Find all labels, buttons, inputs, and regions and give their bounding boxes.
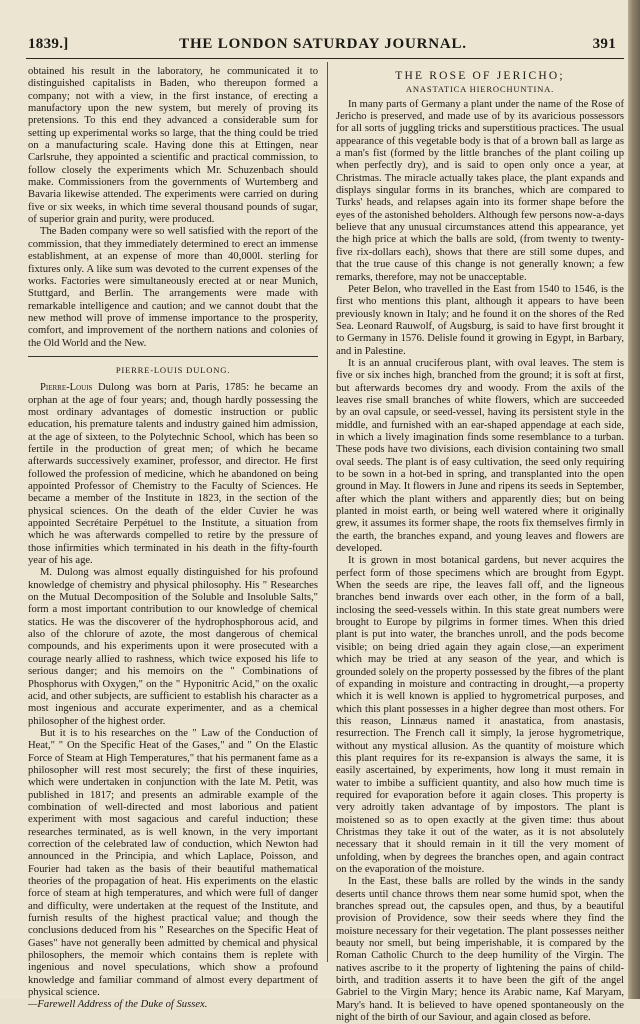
- paragraph-text: Dulong was born at Paris, 1785: he became an orphan at the age of four years; and, though hardly possessing the most ordinary advantages of domestic instruction or public education, his premature talents and industry gained him admission, at the age of sixteen, to the Polytechnic School, which has been so fertile in the production of great men; of which he became afterwards successively examiner, professor, and director. He first followed the profession of medicine, which he abandoned on being appointed Professor of Chemistry to the Faculty of Sciences. He became a member of the Institute in 1823, in the section of the physical sciences. On the death of the elder Cuvier he was appointed Secrétaire Perpétuel to the Institute, a situation from which he was afterwards compelled to retire by the pressure of those infirmities which terminated in his death in the fifty-fourth year of his age.: [28, 382, 318, 567]
- column-divider: [327, 62, 328, 962]
- section-divider: [28, 356, 318, 357]
- running-header: [26, 36, 620, 56]
- paragraph: The Baden company were so well satisfied with the report of the commission, that they immediately determined to erect an immense establishment, at an expense of more than 40,000l. sterling for fixtures only. A like sum was devoted to the current expenses of the works. Factories were simultaneously erected at or near Munich, Stuttgard, and Berlin. The arrangements were made with remarkable intelligence and caution; and we cannot doubt that the new method will prove of immense importance to the prosperity, comfort, and improvement of the northern nations and colonies of the Old World and the New.: [28, 226, 318, 349]
- right-column: [336, 66, 624, 1024]
- section-subtitle: ANASTATICA HIEROCHUNTINA.: [405, 84, 555, 95]
- paragraph: M. Dulong was almost equally distinguished for his profound knowledge of chemistry and physical philosophy. His " Researches on the Mutual Decomposition of the Soluble and Insoluble Salts," form a most important contribution to our knowledge of chemical statics. He was the discoverer of the hydrophosphorous acid, and also of the chlorure of azote, the most dangerous of chemical compounds, and his experiments upon it were prosecuted with a courage nearly allied to rashness, which twice exposed his life to serious danger; and his memoirs on the " Combinations of Phosphorus with Oxygen," on the " Hyponitric Acid," on the oxalic acid, and other subjects, are sufficient to establish his character as a most ingenious and accurate experimenter, and as a chemical philosopher of the highest order.: [28, 567, 318, 727]
- paragraph: But it is to his researches on the " Law of the Conduction of Heat," " On the Specific Heat of the Gases," and " On the Elastic Force of Steam at High Temperatures," that his permanent fame as a philosopher will rest most securely; the first of these inquiries, which were undertaken in conjunction with the late M. Petit, was published in 1817; and presents an admirable example of the combination of well-directed and most laborious and patient experiment with most sagacious and careful induction; these researches terminated, as is well known, in the very important correction of the celebrated law of conduction, which Newton had announced in the Principia, and which Laplace, Poisson, and Fourier had taken as the basis of their beautiful mathematical theories of the propagation of heat. His experiments on the elastic force of steam at high temperatures, and which were full of danger and difficulty, were undertaken at the request of the Institute, and furnish results of the highest practical value; and though the conclusions deduced from his " Researches on the Specific Heat of Gases" have not generally been admitted by chemical and physical philosophers, the memoir which contains them is replete with ingenious and novel speculations, which show a profound knowledge and familiar command of almost every department of physical science.: [28, 727, 318, 999]
- page-number: 391: [592, 36, 616, 52]
- paragraph: [28, 382, 318, 567]
- paragraph: In the East, these balls are rolled by the winds in the sandy deserts until chance throws them near some humid spot, when the branches spread out, the capsules open, and thus, by a beautiful provision of Providence, sow their seeds where they find the moisture necessary for their vegetation. The plant possesses neither beauty nor smell, but being imperishable, it is compared by the Roman Catholic Church to the deep humility of the Virgin. The natives ascribe to it the property of lightening the pains of child-birth, and tradition asserts it to have been the gift of the angel Gabriel to the Virgin Mary; hence its Arabic name, Kaf Maryam, Mary's hand. It is believed to have opened spontaneously on the night of the birth of our Saviour, and again closed as before.: [336, 876, 624, 1024]
- paragraph: Peter Belon, who travelled in the East from 1540 to 1546, is the first who mentions this plant, although it appears to have been previously known in Italy; and he found it on the shores of the Red Sea. Leonard Rauwolf, of Augsburg, is said to have first brought it to Germany in 1576. Delisle found it growing in Egypt, in Barbary, and in Palestine.: [336, 283, 624, 357]
- paragraph: It is an annual cruciferous plant, with oval leaves. The stem is five or six inches high, branched from the ground; it is soft at first, but afterwards becomes dry and woody. From the axils of the leaves rise small branches of white flowers, which are succeeded by an oval capsule, or seed-vessel, having its persistent style in the middle, and furnished with an ear-shaped appendage at each side, in which a lively imagination finds some resemblance to a turban. These pods have two divisions, each division containing two small oval seeds. The plant is of easy cultivation, the seed only requiring to be sown in a hot-bed in spring, and transplanted into the open ground in May. It flowers in June and ripens its seeds in September, after which the plant withers and apparently dies; but on being planted in moist earth, or being well watered where it originally grew, it assumes its former shape, the roots fix themselves firmly in the earth, the branches expand, and young leaves and flowers are developed.: [336, 357, 624, 555]
- header-year: 1839.]: [28, 36, 69, 52]
- header-rule: [26, 58, 624, 59]
- header-title: THE LONDON SATURDAY JOURNAL.: [179, 36, 467, 52]
- section-title-rose-of-jericho: THE ROSE OF JERICHO;: [395, 70, 565, 82]
- adjacent-page-edge: [628, 0, 640, 999]
- left-column: [28, 66, 318, 1012]
- paragraph: obtained his result in the laboratory, he communicated it to distinguished capitalists in Baden, who thereupon formed a company; not with a view, in the first instance, of erecting a manufactory upon the new system, but merely of proving its pretensions. To this end they advanced a considerable sum for setting up experimental works so large, that the thing could be tried on a manufacturing scale. Having done this at Ettingen, near Carlsruhe, they appointed a scientific and practical commission, to follow closely the experiments which Mr. Schuzenbach should make. Commissioners from the governments of Wurtemberg and Bavaria likewise attended. The experiments were carried on during five or six weeks, in which time several thousand pounds of sugar, of superior grain and purity, were produced.: [28, 66, 318, 226]
- paragraph: In many parts of Germany a plant under the name of the Rose of Jericho is preserved, and made use of by its avaricious possessors for all sorts of juggling tricks and superstitious practices. The usual appearance of this vegetable body is that of a brown ball as large as a man's fist (formed by the little branches of the plant coiling up when perfectly dry), and is said to open only once a year, at Christmas. The miracle actually takes place, the plant expands and displays singular forms in its branches, which are compared to Turks' heads, and relapses again into its former shape before the eyes of the astonished beholders. Although few persons now-a-days believe that any unusual circumstances attend this appearance, yet the high price at which the balls are sold, (from twenty to twenty-five rix-dollars each), shows that there are still some dupes, and that the true cause of this change is not generally known; a few remarks, therefore, may not be unacceptable.: [336, 98, 624, 283]
- lead-name: Pierre-Louis: [40, 382, 93, 394]
- paragraph: It is grown in most botanical gardens, but never acquires the perfect form of those specimens which are brought from Egypt. When the seeds are ripe, the leaves fall off, and the ligneous branches bend inwards over each other, in the form of a ball, inclosing the seed-vessels within. In this state great numbers were brought to Europe by pilgrims in former times. When this dried plant is put into water, the branches unroll, and the pods become visible; on being dried again they again close,—an experiment which may be tried at any season of the year, and which is grounded solely on the property possessed by the fibres of the plant of expanding in moisture and contracting in drought,—a property which it is well known is applied to hygrometrical purposes, and which this plant possesses in a higher degree than most others. For this reason, Linnæus named it anastatica, from anastasis, resurrection. The French call it simply, la jerose hygrometrique, without any mystical allusion. As the quantity of moisture which this plant requires for its re-expansion is always the same, it is easily ascertained, by experiments, how long it must remain in water to imbibe a sufficient quantity, and also how much time is required for evaporation before it again closes. This property is very adroitly taken advantage of by impostors. The plant is moistened so as to open exactly at the given time: thus about Christmas they take it out of the water, as it is not absolutely necessary that it should remain in it till the very moment of unfolding, when by degrees the branches open, and again contract on the evaporation of the moisture.: [336, 555, 624, 875]
- section-title-dulong: PIERRE-LOUIS DULONG.: [115, 364, 231, 375]
- attribution: —Farewell Address of the Duke of Sussex.: [28, 999, 208, 1011]
